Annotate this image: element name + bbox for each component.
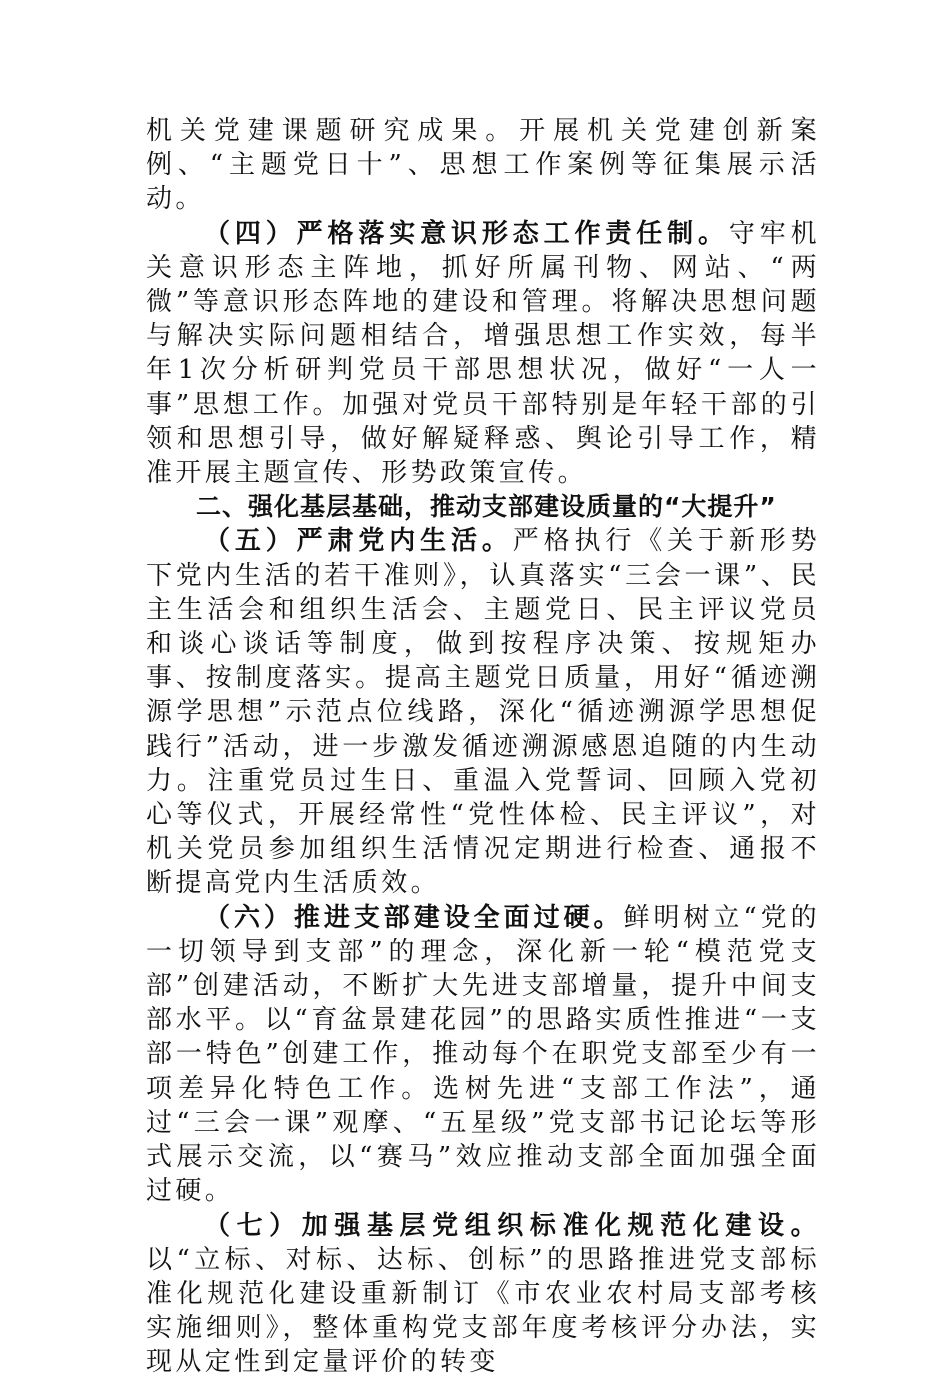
paragraph-text: 以“立标、对标、达标、创标”的思路推进党支部标准化规范化建设重新制订《市农业农村局支部考核实施细则》，整体重构党支部年度考核评分办法，实现从定性到定量评价的转变 [146, 1244, 820, 1378]
paragraph-branch-construction [146, 901, 820, 1209]
paragraph-text: 严格执行《关于新形势下党内生活的若干准则》，认真落实“三会一课”、民主生活会和组织生活会、主题党日、民主评议党员和谈心谈话等制度，做到按程序决策、按规矩办事、按制度落实。提高主题党日质量，用好“循迹溯源学思想”示范点位线路，深化“循迹溯源学思想促践行”活动，进一步激发循迹溯源感恩追随的内生动力。注重党员过生日、重温入党誓词、回顾入党初心等仪式，开展经常性“党性体检、民主评议”，对机关党员参加组织生活情况定期进行检查、通报不断提高党内生活质效。 [146, 526, 820, 899]
paragraph-lead: （四）严格落实意识形态工作责任制。 [204, 218, 729, 249]
paragraph-party-life [146, 524, 820, 900]
paragraph-lead: （七）加强基层党组织标准化规范化建设。 [204, 1210, 820, 1241]
paragraph-text: 机关党建课题研究成果。开展机关党建创新案例、“主题党日十”、思想工作案例等征集展示活动。 [146, 116, 820, 215]
paragraph-lead: （五）严肃党内生活。 [204, 526, 513, 557]
paragraph-standardization [146, 1209, 820, 1380]
paragraph-text: 鲜明树立“党的一切领导到支部”的理念，深化新一轮“模范党支部”创建活动，不断扩大先进支部增量，提升中间支部水平。以“育盆景建花园”的思路实质性推进“一支部一特色”创建工作，推动每个在职党支部至少有一项差异化特色工作。选树先进“支部工作法”，通过“三会一课”观摩、“五星级”党支部书记论坛等形式展示交流，以“赛马”效应推动支部全面加强全面过硬。 [146, 902, 820, 1207]
paragraph-ideology-responsibility [146, 217, 820, 491]
paragraph-text: 守牢机关意识形态主阵地，抓好所属刊物、网站、“两微”等意识形态阵地的建设和管理。将解决思想问题与解决实际问题相结合，增强思想工作实效，每半年1次分析研判党员干部思想状况，做好“一人一事”思想工作。加强对党员干部特别是年轻干部的引领和思想引导，做好解疑释惑、舆论引导工作，精准开展主题宣传、形势政策宣传。 [146, 218, 820, 489]
paragraph-lead: （六）推进支部建设全面过硬。 [204, 902, 624, 933]
section-heading: 二、强化基层基础，推动支部建设质量的“大提升” [196, 492, 777, 522]
paragraph-continuation [146, 114, 820, 217]
